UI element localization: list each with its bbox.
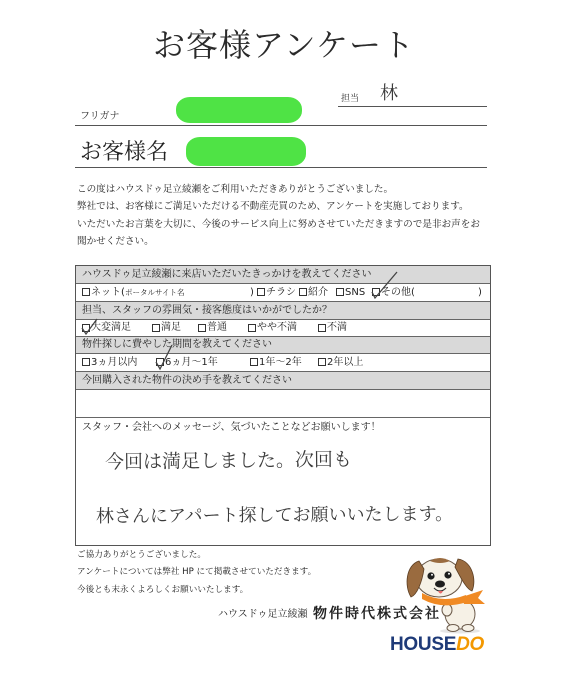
intro-line-2: 弊社では、お客様にご満足いただける不動産売買のため、アンケートを実施しております。 — [77, 201, 469, 212]
logo-do-text: DO — [456, 634, 484, 655]
option-1-to-2-years-label: 1年～2年 — [259, 357, 302, 368]
question-4-answer-area[interactable] — [76, 390, 490, 418]
logo-house-text: HOUSE — [390, 634, 457, 655]
message-area[interactable] — [76, 418, 490, 545]
question-1-options-row — [76, 284, 490, 302]
staff-underline — [338, 106, 487, 107]
option-neutral-label: 普通 — [207, 322, 227, 333]
checkbox-over-2-years[interactable] — [318, 358, 326, 366]
option-within-3-months-label: 3ヵ月以内 — [91, 357, 138, 368]
checkbox-within-3-months[interactable] — [82, 358, 90, 366]
form-title: お客様アンケート — [152, 26, 416, 64]
furigana-label: フリガナ — [80, 111, 120, 122]
option-very-satisfied-label: 大変満足 — [91, 322, 131, 333]
staff-label: 担当 — [341, 94, 360, 104]
checkbox-very-satisfied[interactable] — [82, 324, 90, 332]
checkmark-icon — [373, 289, 381, 297]
question-1-header-row — [76, 266, 490, 284]
option-6-months-to-1-year-label: 6ヵ月～1年 — [165, 357, 218, 368]
message-prompt: スタッフ・会社へのメッセージ、気づいたことなどお願いします！ — [82, 422, 381, 433]
checkbox-somewhat-dissatisfied[interactable] — [248, 324, 256, 332]
question-4-text: 今回購入された物件の決め手を教えてください — [82, 375, 292, 386]
option-other-close-paren: ) — [478, 287, 482, 298]
furigana-redaction-mark — [176, 97, 302, 123]
checkbox-dissatisfied[interactable] — [318, 324, 326, 332]
checkbox-other[interactable] — [372, 288, 380, 296]
checkbox-satisfied[interactable] — [152, 324, 160, 332]
question-3-text: 物件探しに費やした期間を教えてください — [82, 339, 272, 350]
checkbox-neutral[interactable] — [198, 324, 206, 332]
checkbox-sns[interactable] — [336, 288, 344, 296]
message-handwritten-line-2: 林さんにアパート探してお願いいたします。 — [95, 503, 454, 528]
company-branch: ハウスドゥ足立綾瀬 — [218, 609, 308, 620]
option-somewhat-dissatisfied-label: やや不満 — [257, 322, 297, 333]
option-net-label: ネット( — [91, 287, 125, 298]
option-sns-label: SNS — [345, 287, 366, 298]
option-other-label: その他( — [381, 287, 415, 298]
customer-name-redaction-mark — [186, 137, 306, 166]
option-satisfied-label: 満足 — [161, 322, 181, 333]
question-2-text: 担当、スタッフの雰囲気・接客態度はいかがでしたか？ — [82, 305, 332, 316]
question-3-options-row — [76, 354, 490, 372]
option-dissatisfied-label: 不満 — [327, 322, 347, 333]
question-2-options-row — [76, 320, 490, 337]
checkbox-flyer[interactable] — [257, 288, 265, 296]
housedo-logo — [390, 634, 484, 656]
checkbox-6-months-to-1-year[interactable] — [156, 358, 164, 366]
checkbox-referral[interactable] — [299, 288, 307, 296]
customer-name-label: お客様名 — [80, 140, 169, 165]
survey-table — [75, 265, 491, 546]
staff-name-handwritten: 林 — [380, 83, 398, 104]
checkmark-icon — [157, 359, 165, 367]
question-1-text: ハウスドゥ足立綾瀬に来店いただいたきっかけを教えてください — [82, 269, 372, 280]
option-flyer-label: チラシ — [266, 287, 296, 298]
checkbox-net[interactable] — [82, 288, 90, 296]
furigana-underline — [75, 125, 487, 126]
option-net-close-paren: ) — [250, 287, 254, 298]
checkmark-icon — [83, 325, 91, 333]
intro-line-3: いただいたお言葉を大切に、今後のサービス向上に努めさせていただきますので是非お声をお — [77, 219, 480, 230]
customer-name-underline — [75, 167, 487, 168]
intro-line-1: この度はハウスドゥ足立綾瀬をご利用いただきありがとうございました。 — [77, 184, 394, 195]
option-over-2-years-label: 2年以上 — [327, 357, 364, 368]
question-2-header-row — [76, 302, 490, 320]
company-name: 物件時代株式会社 — [313, 606, 441, 622]
question-4-header-row — [76, 372, 490, 390]
checkbox-1-to-2-years[interactable] — [250, 358, 258, 366]
question-3-header-row — [76, 337, 490, 354]
option-net-portal-note: ポータルサイト名 — [125, 288, 185, 297]
intro-line-4: 聞かせください。 — [77, 236, 154, 247]
closing-line-3: 今後とも末永くよろしくお願いいたします。 — [77, 585, 249, 595]
option-referral-label: 紹介 — [308, 287, 328, 298]
closing-line-1: ご協力ありがとうございました。 — [77, 550, 206, 560]
message-handwritten-line-1: 今回は満足しました。次回も — [104, 448, 353, 474]
closing-line-2: アンケートについては弊社 HP にて掲載させていただきます。 — [77, 567, 317, 577]
